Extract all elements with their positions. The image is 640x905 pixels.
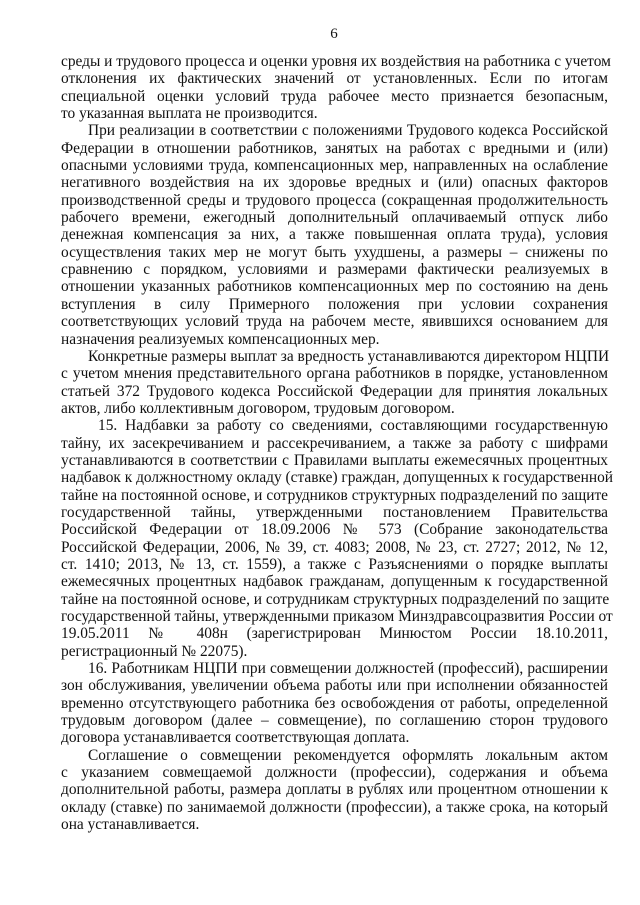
- document-body: [61, 53, 613, 834]
- text-line: 16. Работникам НЦПИ при совмещении должностей (профессий), расширении: [88, 660, 608, 678]
- text-line: регистрационный № 22075).: [61, 642, 248, 660]
- text-line: тайне на постоянной основе, и сотрудников структурных подразделений по защите: [61, 486, 608, 504]
- text-line: Федерации в отношении работников, занятых на работах с вредными и (или): [61, 139, 608, 157]
- text-line: назначения реализуемых компенсационных мер.: [61, 330, 380, 348]
- paragraph-agreement: [61, 747, 608, 834]
- text-line: осуществления таких мер не могут быть ухудшены, а размеры – снижены по: [61, 243, 608, 261]
- text-line: Российской Федерации, 2006, № 39, ст. 4083; 2008, № 23, ст. 2727; 2012, № 12,: [61, 538, 608, 556]
- text-line: негативного воздействия на их здоровье вредных и (или) опасных факторов: [61, 174, 608, 192]
- page-number: 6: [330, 26, 338, 42]
- text-line: рабочего времени, ежегодный дополнительный оплачиваемый отпуск либо: [61, 209, 608, 227]
- text-line: она устанавливается.: [61, 816, 200, 834]
- text-line: специальной оценки условий труда рабочее место признается безопасным,: [61, 87, 608, 105]
- text-line: Конкретные размеры выплат за вредность устанавливаются директором НЦПИ: [88, 347, 610, 365]
- paragraph-continuation: [61, 53, 611, 123]
- text-line: устанавливаются в соответствии с Правилами выплаты ежемесячных процентных: [61, 451, 608, 469]
- paragraph-specific-amounts: [61, 348, 608, 417]
- text-line: отклонения их фактических значений от установленных. Если по итогам: [61, 70, 608, 88]
- text-line: то указанная выплата не производится.: [61, 105, 318, 123]
- text-line: дополнительной работы, размера доплаты в рублях или процентном отношении к: [61, 781, 608, 799]
- text-line: отношении указанных работников компенсационных мер по состоянию на день: [61, 278, 608, 296]
- text-line: статьей 372 Трудового кодекса Российской Федерации для принятия локальных: [61, 382, 608, 400]
- text-line: тайне на постоянной основе, и сотрудникам структурных подразделений по защите: [61, 590, 610, 608]
- text-line: тайну, их засекречиванием и рассекречиванием, а также за работу с шифрами: [61, 434, 608, 452]
- text-line: При реализации в соответствии с положениями Трудового кодекса Российской: [88, 122, 608, 140]
- text-line: сравнению с порядком, условиями и размерами фактически реализуемых в: [61, 261, 608, 279]
- text-line: ст. 1410; 2013, № 13, ст. 1559), а также с Разъяснениями о порядке выплаты: [61, 555, 608, 573]
- text-line: с учетом мнения представительного органа работников в порядке, установленном: [61, 365, 608, 383]
- text-line: актов, либо коллективным договором, трудовым договором.: [61, 399, 455, 417]
- text-line: вступления в силу Примерного положения при условии сохранения: [61, 295, 608, 313]
- text-line: опасными условиями труда, компенсационных мер, направленных на ослабление: [61, 157, 608, 175]
- text-line: окладу (ставке) по занимаемой должности (профессии), а также срока, на который: [61, 798, 608, 816]
- text-line: среды и трудового процесса и оценки уровня их воздействия на работника с учетом: [61, 53, 611, 70]
- paragraph-item-16: [61, 660, 608, 747]
- text-line: с указанием совмещаемой должности (профессии), содержания и объема: [61, 764, 608, 782]
- text-line: Российской Федерации от 18.09.2006 № 573 (Собрание законодательства: [61, 521, 608, 539]
- text-line: надбавок к должностному окладу (ставке) граждан, допущенных к государственной: [61, 469, 613, 487]
- paragraph-compensation-measures: [61, 122, 608, 347]
- text-line: Соглашение о совмещении рекомендуется оформлять локальным актом: [88, 746, 608, 764]
- text-line: производственной среды и трудового процесса (сокращенная продолжительность: [61, 191, 608, 209]
- text-line: 19.05.2011 № 408н (зарегистрирован Минюстом России 18.10.2011,: [61, 625, 608, 643]
- paragraph-item-15: [61, 417, 613, 660]
- text-line: государственной тайны, утвержденными приказом Минздравсоцразвития России от: [61, 608, 613, 625]
- text-line: 15. Надбавки за работу со сведениями, составляющими государственную: [98, 417, 608, 435]
- text-line: государственной тайны, утвержденными постановлением Правительства: [61, 503, 608, 521]
- text-line: договора устанавливается соответствующая доплата.: [61, 729, 410, 747]
- text-line: денежная компенсация за них, а также повышенная оплата труда), условия: [61, 226, 608, 244]
- text-line: ежемесячных процентных надбавок гражданам, допущенным к государственной: [61, 573, 608, 591]
- text-line: трудовым договором (далее – совмещение), по соглашению сторон трудового: [61, 712, 608, 730]
- text-line: соответствующих условий труда на рабочем месте, явившихся основанием для: [61, 313, 608, 331]
- text-line: зон обслуживания, увеличении объема работы или при исполнении обязанностей: [61, 677, 608, 695]
- text-line: временно отсутствующего работника без освобождения от работы, определенной: [61, 694, 608, 712]
